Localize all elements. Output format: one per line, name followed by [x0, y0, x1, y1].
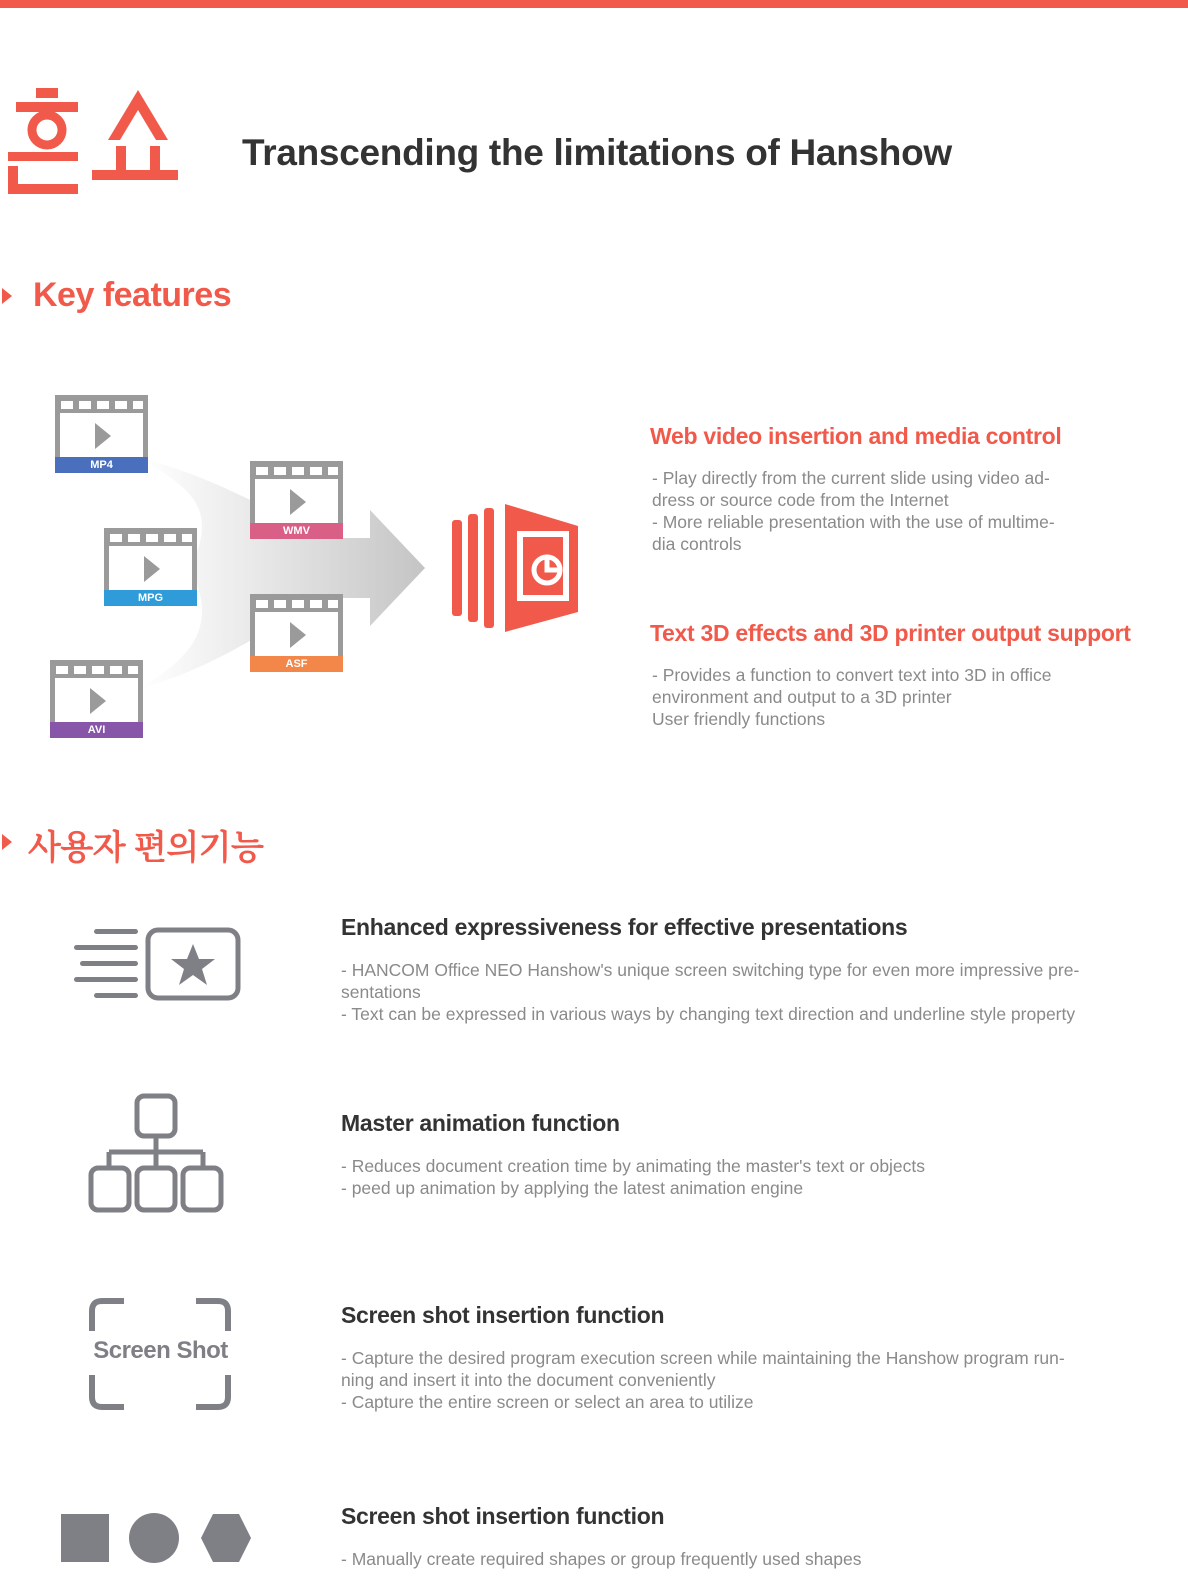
item-desc-master-animation — [341, 1155, 925, 1199]
desc-line: ning and insert it into the document conveniently — [341, 1370, 716, 1390]
feature-desc-web-video — [652, 467, 1055, 555]
screenshot-icon — [88, 1297, 233, 1413]
desc-line: User friendly functions — [652, 709, 826, 729]
top-accent-bar — [0, 0, 1188, 8]
desc-line: - Capture the desired program execution screen while maintaining the Hanshow program run- — [341, 1348, 1065, 1368]
desc-line: dia controls — [652, 534, 742, 554]
hanshow-logo-icon — [8, 86, 183, 198]
format-label-mp4: MP4 — [55, 457, 148, 473]
key-features-heading: Key features — [33, 276, 232, 314]
hanshow-logo — [8, 86, 183, 203]
item-desc-expressiveness — [341, 959, 1079, 1025]
item-desc-shapes — [341, 1548, 861, 1570]
hanshow-app-icon — [450, 500, 585, 635]
star-slide-icon — [72, 927, 242, 1003]
desc-line: sentations — [341, 982, 421, 1002]
format-label-mpg: MPG — [104, 590, 197, 606]
item-title-expressiveness: Enhanced expressiveness for effective presentations — [341, 914, 908, 940]
hierarchy-icon — [87, 1092, 227, 1216]
format-label-avi: AVI — [50, 722, 143, 738]
film-icon-asf — [250, 594, 343, 672]
section-bullet-icon — [2, 834, 12, 850]
page-title: Transcending the limitations of Hanshow — [242, 132, 952, 173]
desc-line: - HANCOM Office NEO Hanshow's unique screen switching type for even more impressive pre- — [341, 960, 1080, 980]
shapes-icon — [61, 1512, 253, 1566]
film-icon-avi — [50, 660, 143, 738]
desc-line: - peed up animation by applying the latest animation engine — [341, 1178, 804, 1198]
item-title-master-animation: Master animation function — [341, 1110, 620, 1136]
desc-line: dress or source code from the Internet — [652, 490, 949, 510]
desc-line: - Text can be expressed in various ways by changing text direction and underline style property — [341, 1004, 1076, 1024]
video-format-diagram — [40, 388, 600, 748]
convenience-heading: 사용자 편의기능 — [28, 829, 264, 867]
desc-line: - Capture the entire screen or select an area to utilize — [341, 1392, 754, 1412]
format-label-wmv: WMV — [250, 523, 343, 539]
item-title-shapes: Screen shot insertion function — [341, 1503, 665, 1529]
desc-line: - More reliable presentation with the use of multime- — [652, 512, 1055, 532]
desc-line: - Provides a function to convert text into 3D in office — [652, 665, 1052, 685]
desc-line: environment and output to a 3D printer — [652, 687, 952, 707]
desc-line: - Play directly from the current slide using video ad- — [652, 468, 1050, 488]
desc-line: - Reduces document creation time by animating the master's text or objects — [341, 1156, 926, 1176]
format-label-asf: ASF — [250, 656, 343, 672]
feature-desc-3d — [652, 664, 1051, 730]
film-icon-wmv — [250, 461, 343, 539]
film-icon-mp4 — [55, 395, 148, 473]
desc-line: - Manually create required shapes or group frequently used shapes — [341, 1549, 862, 1569]
item-desc-screenshot — [341, 1347, 1065, 1413]
feature-title-3d: Text 3D effects and 3D printer output support — [650, 620, 1131, 646]
feature-title-web-video: Web video insertion and media control — [650, 423, 1062, 449]
section-bullet-icon — [2, 288, 12, 304]
item-title-screenshot: Screen shot insertion function — [341, 1302, 665, 1328]
screenshot-icon-text: Screen Shot — [93, 1337, 228, 1364]
film-icon-mpg — [104, 528, 197, 606]
